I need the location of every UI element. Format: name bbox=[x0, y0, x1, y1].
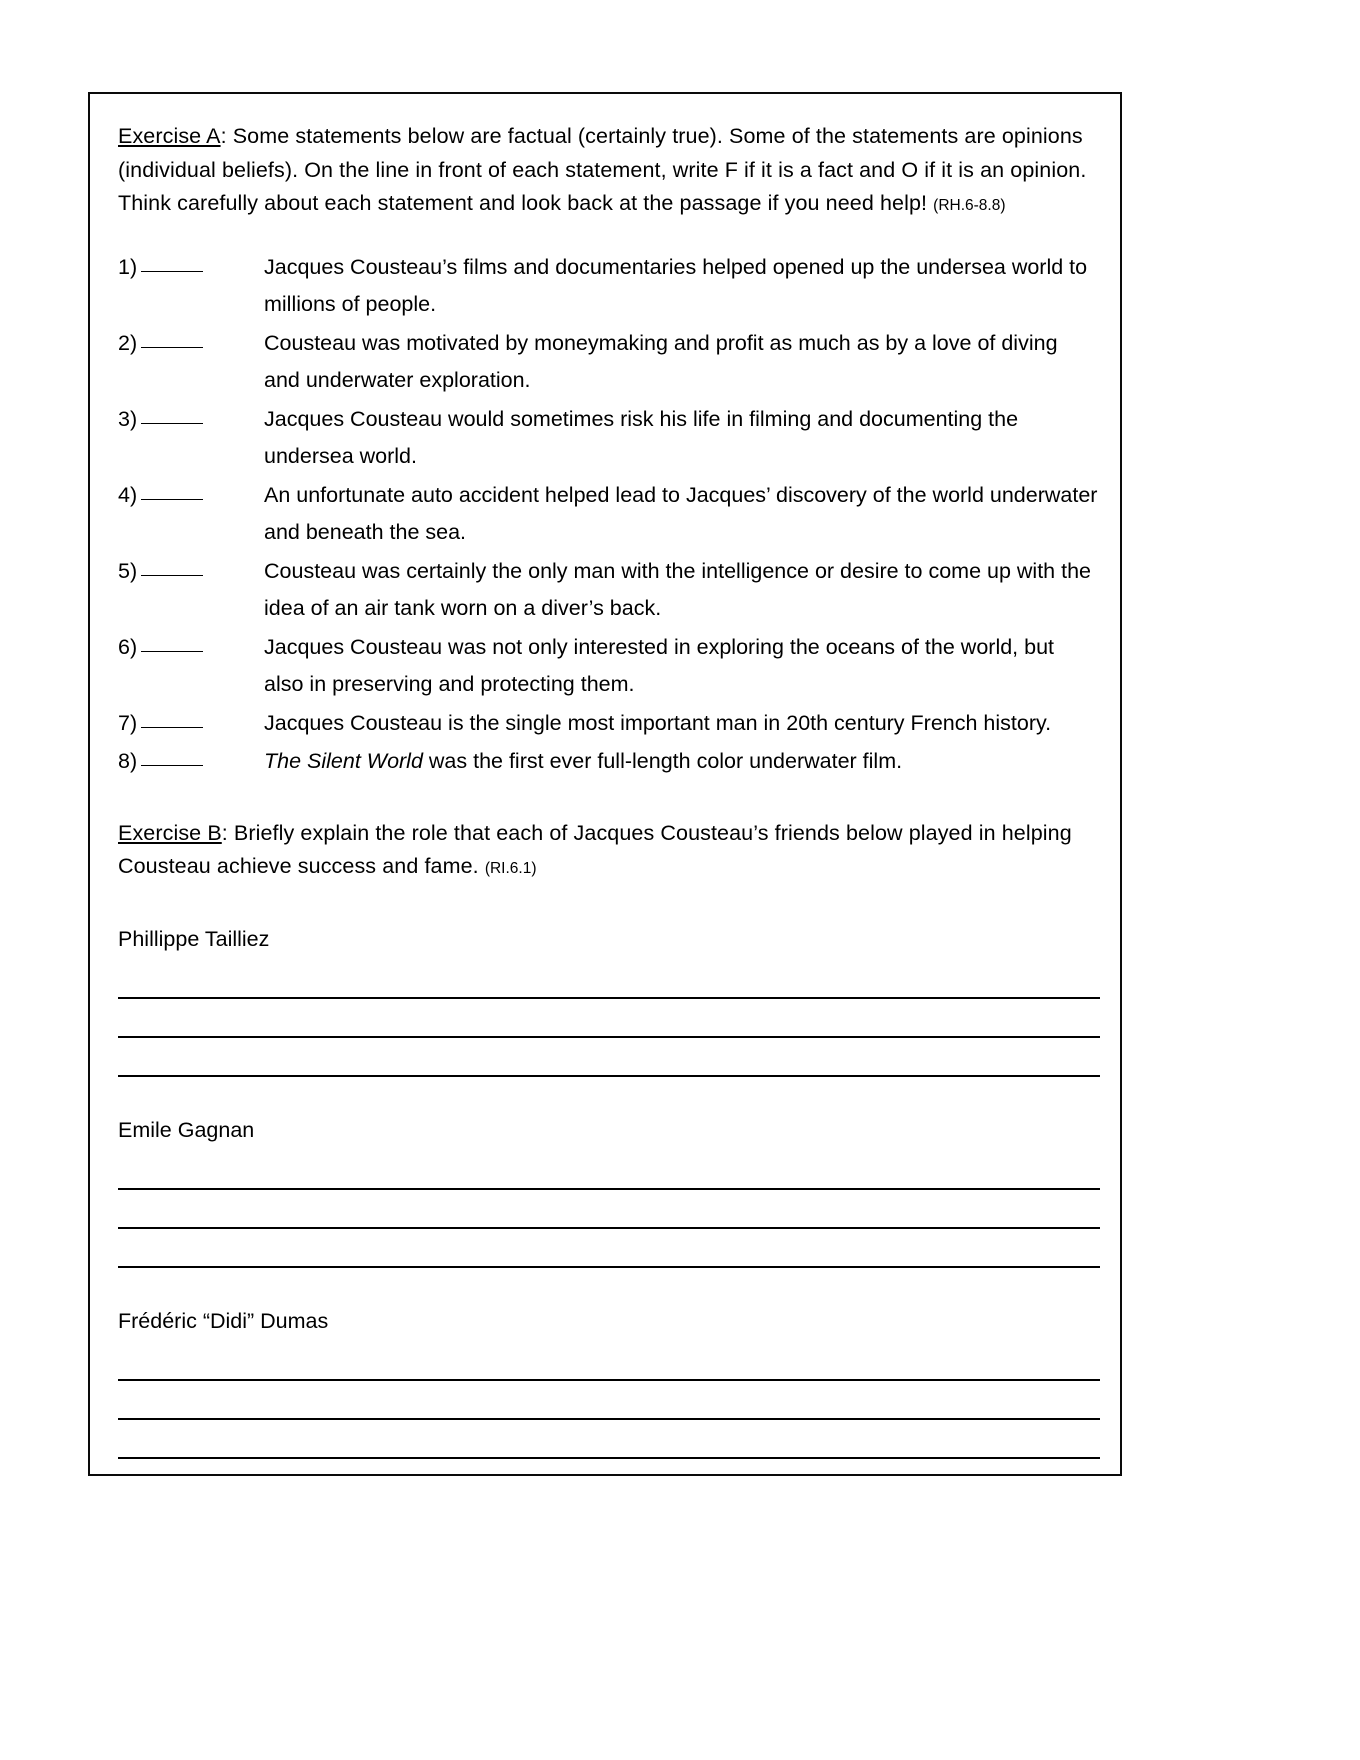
item-number-label: 2) bbox=[118, 330, 138, 355]
exercise-a-instruction-text: : Some statements below are factual (certainly true). Some of the statements are opinions (individual beliefs). On the line in front of each statement, write F if it is a fact and O if it is an opinion. Think carefully about each statement and look back at the passage if you need help! bbox=[118, 124, 1087, 215]
fact-opinion-list bbox=[118, 249, 1100, 781]
item-number-6 bbox=[118, 629, 264, 667]
answer-blank-3[interactable] bbox=[141, 423, 203, 424]
item-number-7 bbox=[118, 705, 264, 743]
answer-line[interactable] bbox=[118, 1381, 1100, 1420]
item-text-1: Jacques Cousteau’s films and documentaries helped opened up the undersea world to millions of people. bbox=[264, 254, 1088, 316]
item-number-label: 5) bbox=[118, 558, 138, 583]
friend-block-dumas bbox=[118, 1306, 1100, 1459]
item-text-6: Jacques Cousteau was not only interested in exploring the oceans of the world, but also in preserving and protecting them. bbox=[264, 634, 1055, 696]
answer-blank-8[interactable] bbox=[141, 765, 203, 766]
friend-name-2: Emile Gagnan bbox=[118, 1117, 255, 1142]
item-number-3 bbox=[118, 401, 264, 439]
list-item bbox=[118, 629, 1100, 704]
answer-blank-1[interactable] bbox=[141, 271, 203, 272]
item-number-label: 6) bbox=[118, 634, 138, 659]
answer-line[interactable] bbox=[118, 1190, 1100, 1229]
friend-block-gagnan bbox=[118, 1115, 1100, 1268]
list-item bbox=[118, 325, 1100, 400]
list-item bbox=[118, 477, 1100, 552]
friend-name-3: Frédéric “Didi” Dumas bbox=[118, 1308, 329, 1333]
item-number-8 bbox=[118, 743, 264, 781]
exercise-b-label: Exercise B bbox=[118, 820, 222, 845]
exercise-b-standard-code: (RI.6.1) bbox=[484, 860, 537, 877]
list-item bbox=[118, 705, 1100, 743]
answer-lines-2 bbox=[118, 1151, 1100, 1268]
exercise-a-standard-code: (RH.6-8.8) bbox=[933, 197, 1006, 214]
item-number-label: 4) bbox=[118, 482, 138, 507]
answer-line[interactable] bbox=[118, 1229, 1100, 1268]
worksheet-content bbox=[118, 120, 1100, 1459]
list-item bbox=[118, 743, 1100, 781]
friend-name-1: Phillippe Tailliez bbox=[118, 926, 270, 951]
friend-block-tailliez bbox=[118, 924, 1100, 1077]
exercise-b-section bbox=[118, 817, 1100, 1459]
item-number-label: 1) bbox=[118, 254, 138, 279]
worksheet-border-box bbox=[88, 92, 1122, 1476]
item-number-1 bbox=[118, 249, 264, 287]
item-number-label: 8) bbox=[118, 749, 138, 773]
answer-blank-4[interactable] bbox=[141, 499, 203, 500]
answer-line[interactable] bbox=[118, 1420, 1100, 1459]
item-number-4 bbox=[118, 477, 264, 515]
answer-blank-6[interactable] bbox=[141, 651, 203, 652]
item-text-7: Jacques Cousteau is the single most important man in 20th century French history. bbox=[264, 710, 1052, 735]
list-item bbox=[118, 553, 1100, 628]
item-text-8-title: The Silent World bbox=[264, 749, 423, 773]
list-item bbox=[118, 401, 1100, 476]
exercise-a-label: Exercise A bbox=[118, 124, 221, 148]
item-text-2: Cousteau was motivated by moneymaking and profit as much as by a love of diving and underwater exploration. bbox=[264, 330, 1058, 392]
answer-lines-1 bbox=[118, 960, 1100, 1077]
item-text-3: Jacques Cousteau would sometimes risk his life in filming and documenting the undersea world. bbox=[264, 406, 1019, 468]
exercise-b-instruction-text: : Briefly explain the role that each of Jacques Cousteau’s friends below played in helping Cousteau achieve success and fame. bbox=[118, 820, 1072, 878]
answer-blank-2[interactable] bbox=[141, 347, 203, 348]
item-number-label: 7) bbox=[118, 710, 138, 735]
item-text-4: An unfortunate auto accident helped lead to Jacques’ discovery of the world underwater and beneath the sea. bbox=[264, 482, 1098, 544]
item-text-5: Cousteau was certainly the only man with the intelligence or desire to come up with the idea of an air tank worn on a diver’s back. bbox=[264, 558, 1091, 620]
answer-line[interactable] bbox=[118, 999, 1100, 1038]
answer-line[interactable] bbox=[118, 1038, 1100, 1077]
answer-line[interactable] bbox=[118, 960, 1100, 999]
item-text-8 bbox=[264, 743, 1100, 781]
answer-blank-5[interactable] bbox=[141, 575, 203, 576]
answer-lines-3 bbox=[118, 1342, 1100, 1459]
item-number-2 bbox=[118, 325, 264, 363]
item-text-8-rest: was the first ever full-length color underwater film. bbox=[422, 749, 903, 773]
exercise-a-instructions bbox=[118, 120, 1100, 223]
list-item bbox=[118, 249, 1100, 324]
answer-line[interactable] bbox=[118, 1151, 1100, 1190]
answer-blank-7[interactable] bbox=[141, 727, 203, 728]
exercise-b-instructions bbox=[118, 817, 1100, 886]
answer-line[interactable] bbox=[118, 1342, 1100, 1381]
item-number-label: 3) bbox=[118, 406, 138, 431]
item-number-5 bbox=[118, 553, 264, 591]
